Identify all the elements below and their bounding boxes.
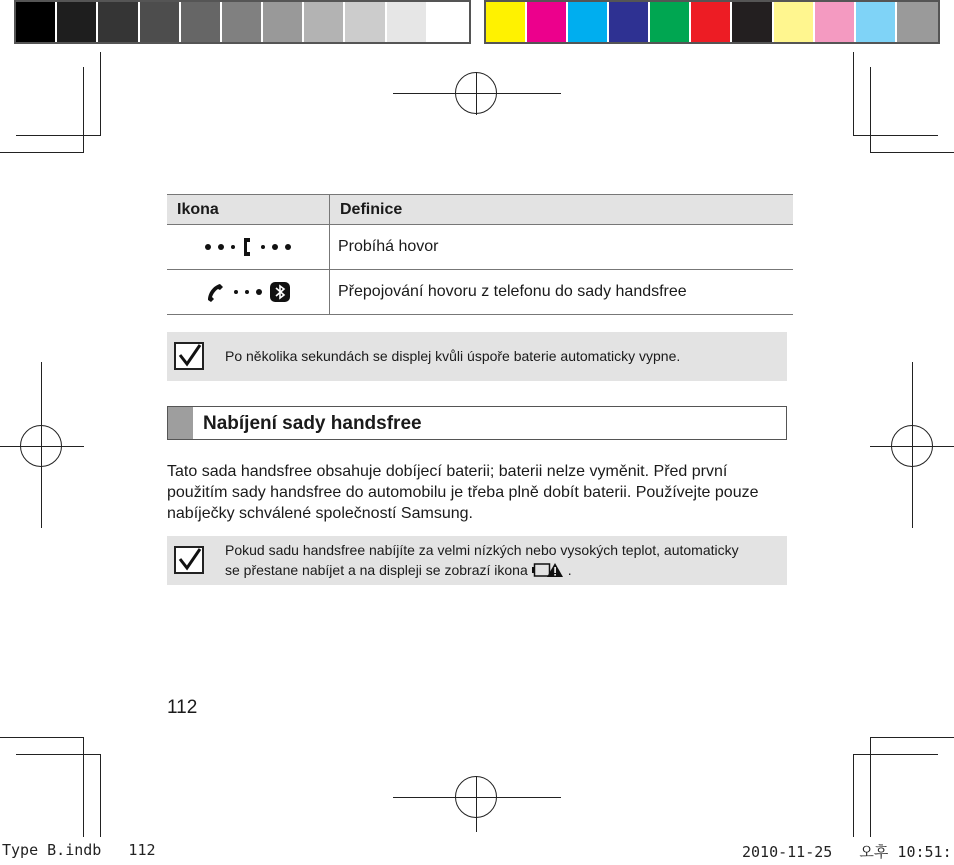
crop-mark xyxy=(870,737,954,738)
table-header-row xyxy=(167,195,793,225)
color-swatch xyxy=(181,2,222,42)
crop-mark xyxy=(0,737,84,738)
table-cell-definition: Probíhá hovor xyxy=(330,225,794,270)
color-swatch xyxy=(609,2,650,42)
note-box xyxy=(167,536,787,585)
color-swatch xyxy=(140,2,181,42)
color-swatch xyxy=(732,2,773,42)
crop-mark xyxy=(870,152,954,153)
crop-mark xyxy=(83,737,84,837)
registration-circle xyxy=(455,776,497,818)
note-line: Pokud sadu handsfree nabíjíte za velmi nízkých nebo vysokých teplot, automaticky xyxy=(225,542,739,558)
low-battery-warning-icon xyxy=(532,562,564,578)
color-swatch xyxy=(774,2,815,42)
note-line-text: se přestane nabíjet a na displeji se zobrazí ikona xyxy=(225,562,528,578)
note-text xyxy=(225,540,739,580)
call-transfer-bluetooth-icon xyxy=(175,281,321,303)
note-box xyxy=(167,332,787,381)
color-swatch xyxy=(568,2,609,42)
color-swatch xyxy=(527,2,568,42)
color-swatch xyxy=(815,2,856,42)
column-header-icon: Ikona xyxy=(167,195,330,225)
color-swatch xyxy=(897,2,938,42)
registration-circle xyxy=(455,72,497,114)
color-swatch xyxy=(98,2,139,42)
crop-mark xyxy=(870,737,871,837)
color-swatch xyxy=(428,2,469,42)
color-swatch xyxy=(486,2,527,42)
color-swatch xyxy=(691,2,732,42)
crop-mark xyxy=(853,135,938,136)
section-title: Nabíjení sady handsfree xyxy=(203,413,422,434)
color-swatch xyxy=(345,2,386,42)
call-in-progress-icon xyxy=(175,237,321,257)
color-swatch xyxy=(304,2,345,42)
crop-mark xyxy=(100,52,101,136)
color-bar xyxy=(484,0,940,44)
checkmark-icon xyxy=(174,342,204,370)
table-row xyxy=(167,225,793,270)
icon-definition-table xyxy=(167,194,793,315)
gray-color-bar xyxy=(14,0,471,44)
table-cell-icon xyxy=(167,225,330,270)
registration-circle xyxy=(891,425,933,467)
color-swatch xyxy=(650,2,691,42)
body-paragraph: Tato sada handsfree obsahuje dobíjecí baterii; baterii nelze vyměnit. Před první použitím sady handsfree do automobilu je třeba plně dobít baterii. Používejte pouze nabíječky schválené společností Samsung. xyxy=(167,463,759,522)
registration-circle xyxy=(20,425,62,467)
crop-mark xyxy=(16,135,101,136)
table-cell-definition: Přepojování hovoru z telefonu do sady handsfree xyxy=(330,270,794,315)
color-swatch xyxy=(387,2,428,42)
table-row xyxy=(167,270,793,315)
note-line-end: . xyxy=(567,562,572,578)
note-line xyxy=(225,560,739,580)
crop-mark xyxy=(853,754,854,837)
crop-mark xyxy=(853,52,854,136)
color-swatch xyxy=(16,2,57,42)
crop-mark xyxy=(83,67,84,153)
column-header-definition: Definice xyxy=(330,195,794,225)
section-heading xyxy=(167,406,787,440)
footer-slug-left: Type B.indb 112 xyxy=(2,841,156,859)
checkmark-icon xyxy=(174,546,204,574)
color-swatch xyxy=(222,2,263,42)
crop-mark xyxy=(0,152,84,153)
heading-marker xyxy=(168,407,193,439)
page-number: 112 xyxy=(167,697,198,718)
note-text: Po několika sekundách se displej kvůli úspoře baterie automaticky vypne. xyxy=(225,348,681,364)
crop-mark xyxy=(16,754,101,755)
table-cell-icon xyxy=(167,270,330,315)
color-swatch xyxy=(57,2,98,42)
crop-mark xyxy=(870,67,871,153)
color-swatch xyxy=(856,2,897,42)
footer-slug-right: 2010-11-25 오후 10:51: xyxy=(742,843,952,861)
crop-mark xyxy=(853,754,938,755)
crop-mark xyxy=(100,754,101,837)
color-swatch xyxy=(263,2,304,42)
